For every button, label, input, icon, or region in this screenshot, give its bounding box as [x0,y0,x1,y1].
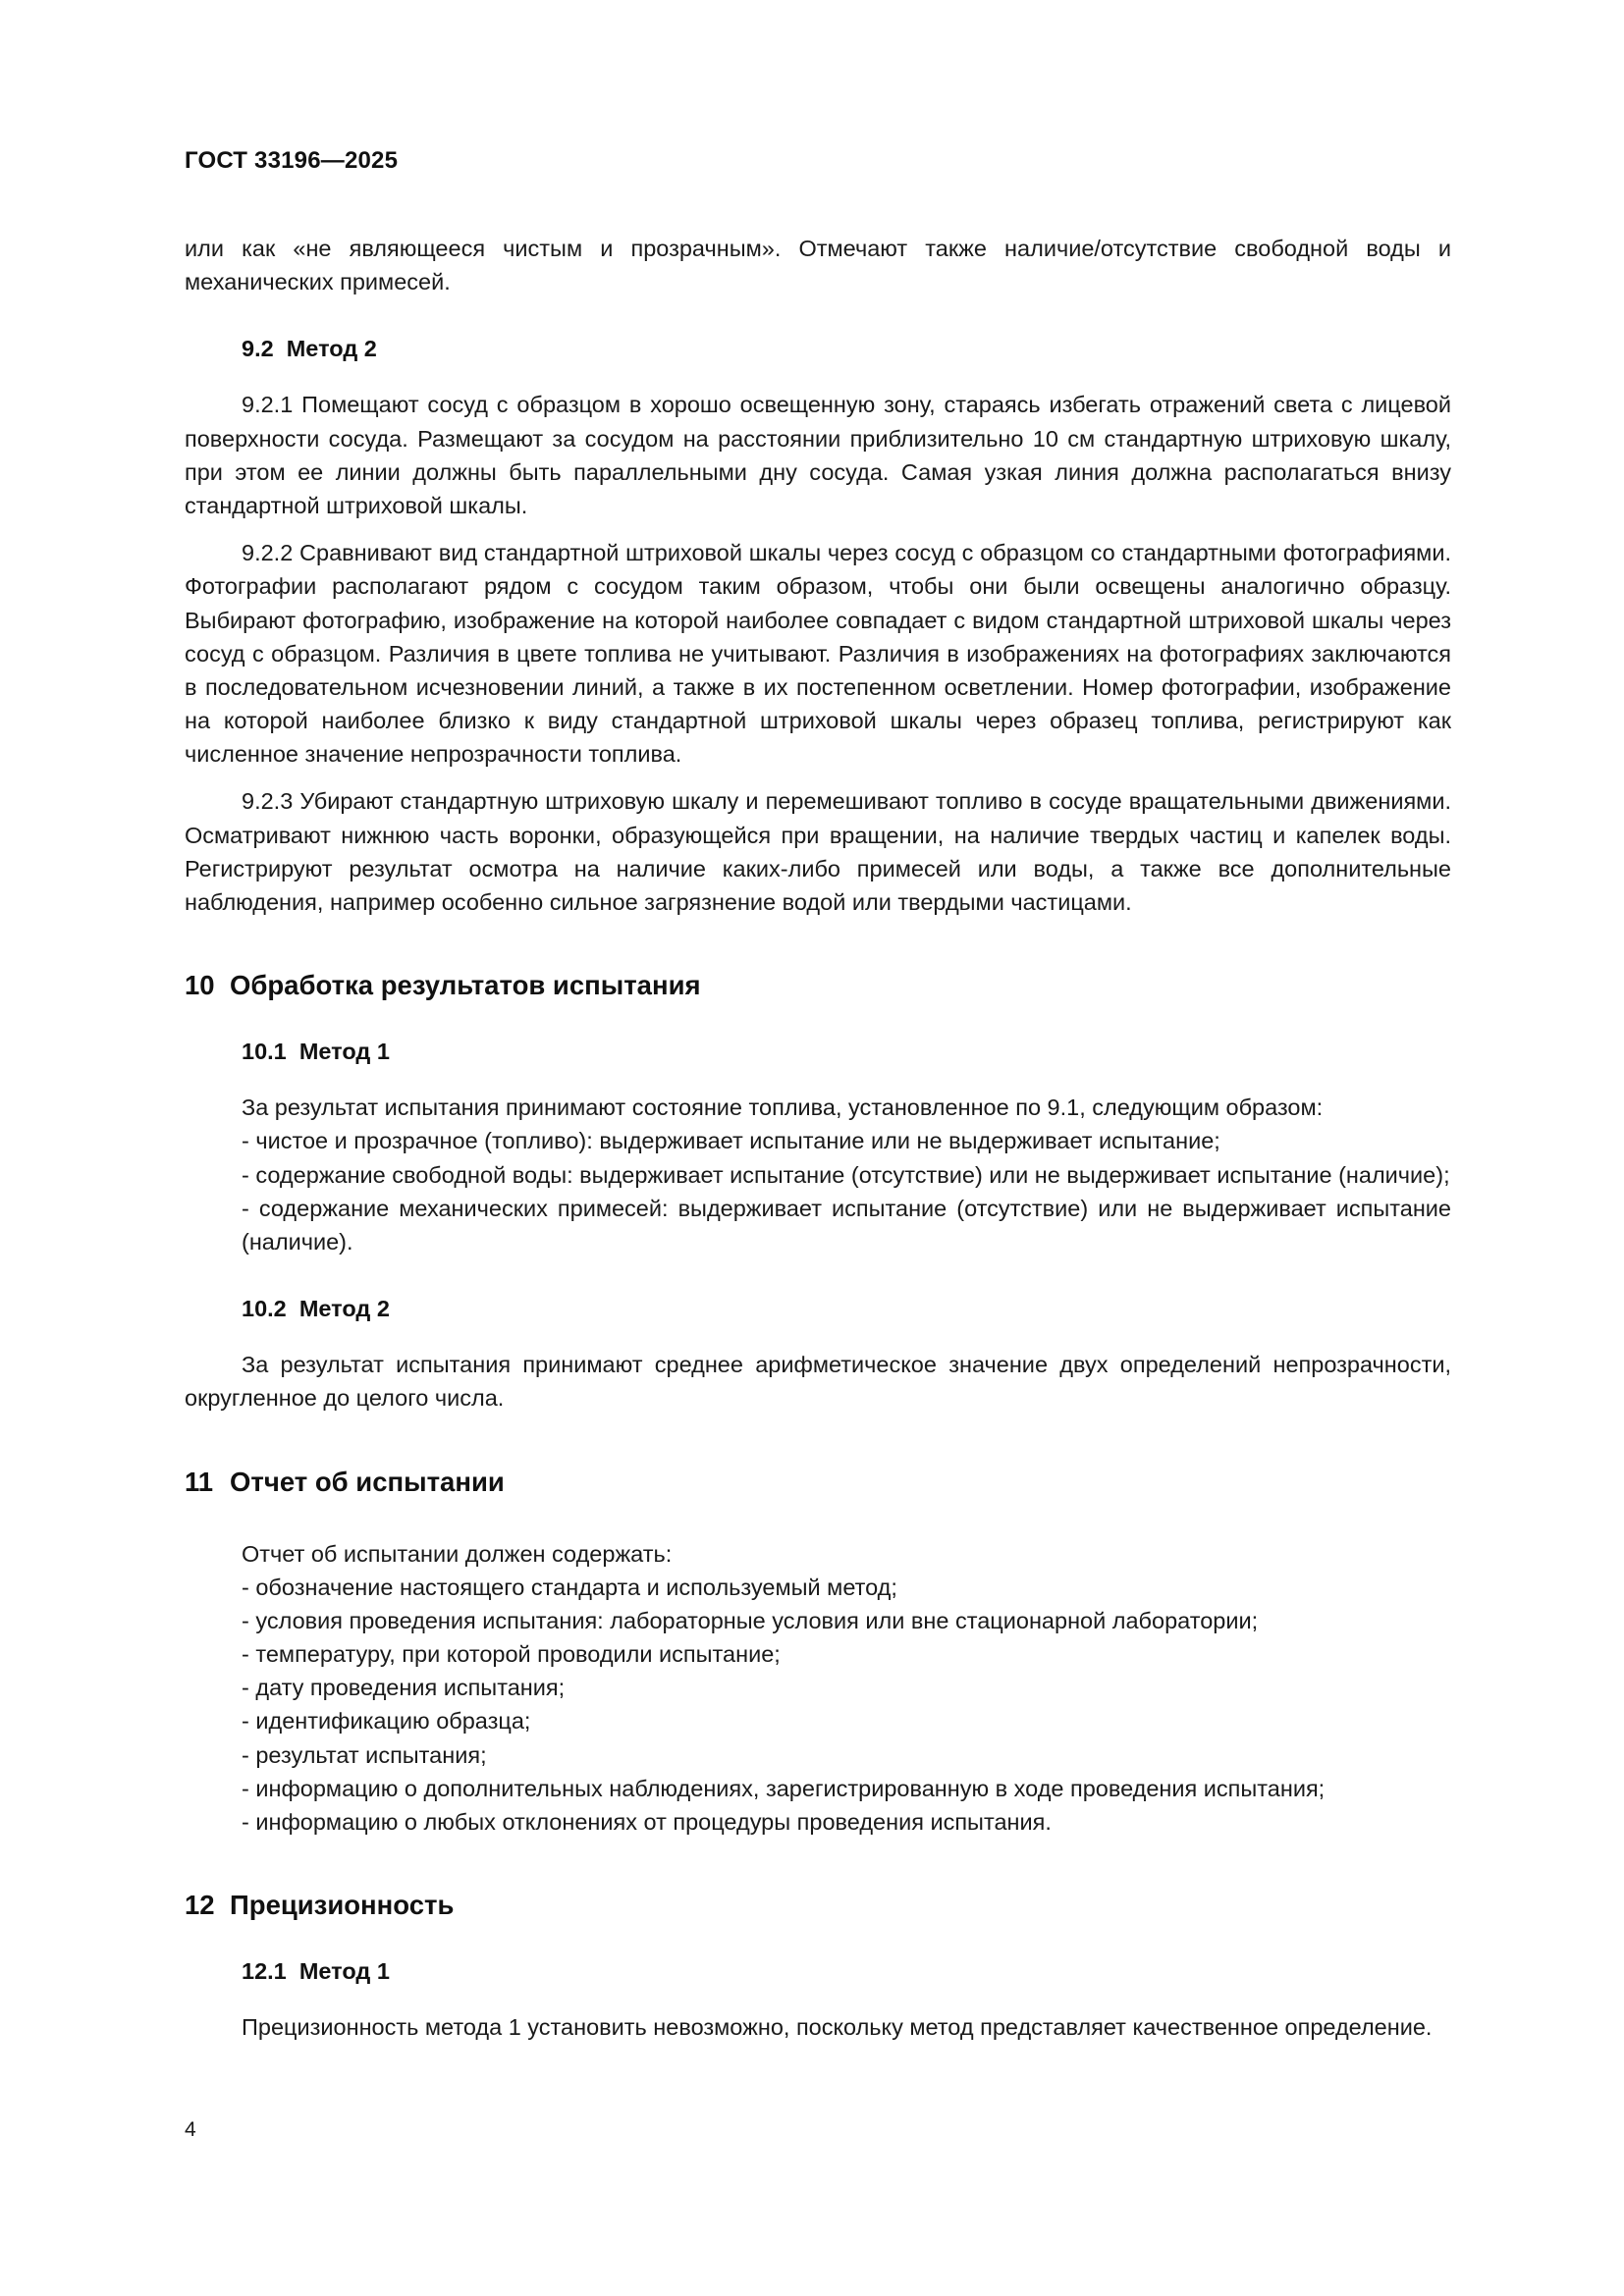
paragraph-10-2: За результат испытания принимают среднее арифметическое значение двух определений непрозрачности, округленное до целого числа. [185,1352,1451,1412]
document-standard-header: ГОСТ 33196—2025 [185,147,399,174]
heading-12-1-label: Метод 1 [298,1958,390,1985]
list-item: - чистое и прозрачное (топливо): выдерживает испытание или не выдерживает испытание; [242,1128,1220,1154]
list-item: - температуру, при которой проводили испытание; [242,1641,781,1668]
heading-section-10-label: Обработка результатов испытания [230,970,701,1001]
heading-section-11-label: Отчет об испытании [230,1466,505,1497]
heading-section-12-label: Прецизионность [230,1890,455,1921]
list-item: - содержание механических примесей: выдерживает испытание (отсутствие) или не выдерживает испытание (наличие). [242,1195,1451,1255]
heading-10-1-number: 10.1 [242,1039,287,1065]
page-content [185,147,1451,2044]
paragraph-9-2-3: 9.2.3 Убирают стандартную штриховую шкалу и перемешивают топливо в сосуде вращательными движениями. Осматривают нижнюю часть воронки, образующейся при вращении, на наличие твердых частиц и капелек воды. Регистрируют результат осмотра на наличие каких-либо примесей или воды, а также все дополнительные наблюдения, например особенно сильное загрязнение водой или твердыми частицами. [185,788,1451,915]
list-10-1 [185,1124,1451,1258]
list-item: - условия проведения испытания: лабораторные условия или вне стационарной лаборатории; [242,1607,1259,1633]
heading-section-12 [185,1890,1451,1921]
paragraph-intro: или как «не являющееся чистым и прозрачным». Отмечают также наличие/отсутствие свободной воды и механических примесей. [185,236,1451,295]
list-item: - содержание свободной воды: выдерживает испытание (отсутствие) или не выдерживает испытание (наличие); [242,1161,1450,1188]
heading-12-1 [185,1958,1451,1985]
heading-9-2 [185,336,1451,362]
list-item: - информацию о дополнительных наблюдениях, зарегистрированную в ходе проведения испытания; [242,1775,1326,1801]
list-item: - обозначение настоящего стандарта и используемый метод; [242,1574,897,1600]
paragraph-10-1-intro: За результат испытания принимают состояние топлива, установленное по 9.1, следующим образом: [242,1095,1324,1121]
heading-12-1-number: 12.1 [242,1958,287,1985]
heading-10-1-label: Метод 1 [298,1039,390,1065]
list-item: - дату проведения испытания; [242,1675,566,1701]
heading-section-10 [185,970,1451,1001]
heading-10-2 [185,1296,1451,1322]
list-item: - идентификацию образца; [242,1708,531,1735]
heading-10-1 [185,1039,1451,1065]
heading-10-2-label: Метод 2 [298,1296,390,1322]
heading-section-11-number: 11 [185,1466,214,1497]
heading-9-2-label: Метод 2 [286,336,377,362]
paragraph-12-1: Прецизионность метода 1 установить невозможно, поскольку метод представляет качественное определение. [242,2014,1433,2041]
heading-section-11 [185,1467,1451,1498]
paragraph-11-intro: Отчет об испытании должен содержать: [242,1540,673,1567]
paragraph-9-2-2: 9.2.2 Сравнивают вид стандартной штриховой шкалы через сосуд с образцом со стандартными фотографиями. Фотографии располагают рядом с сосудом таким образом, чтобы они были освещены аналогично образцу. Выбирают фотографию, изображение на которой наиболее совпадает с видом стандартной штриховой шкалы через сосуд с образцом. Различия в цвете топлива не учитывают. Различия в изображениях на фотографиях заключаются в последовательном исчезновении линий, а также в их постепенном осветлении. Номер фотографии, изображение на которой наиболее близко к виду стандартной штриховой шкалы через образец топлива, регистрируют как численное значение непрозрачности топлива. [185,540,1451,768]
list-item: - результат испытания; [242,1741,487,1768]
list-item: - информацию о любых отклонениях от процедуры проведения испытания. [242,1809,1052,1835]
heading-10-2-number: 10.2 [242,1296,287,1322]
list-11 [185,1571,1451,1840]
paragraph-9-2-1: 9.2.1 Помещают сосуд с образцом в хорошо освещенную зону, стараясь избегать отражений света с лицевой поверхности сосуда. Размещают за сосудом на расстоянии приблизительно 10 см стандартную штриховую шкалу, при этом ее линии должны быть параллельными дну сосуда. Самая узкая линия должна располагаться внизу стандартной штриховой шкалы. [185,392,1451,518]
page-number: 4 [185,2118,196,2141]
heading-section-10-number: 10 [185,970,215,1001]
heading-9-2-number: 9.2 [242,336,274,362]
heading-section-12-number: 12 [185,1890,215,1921]
